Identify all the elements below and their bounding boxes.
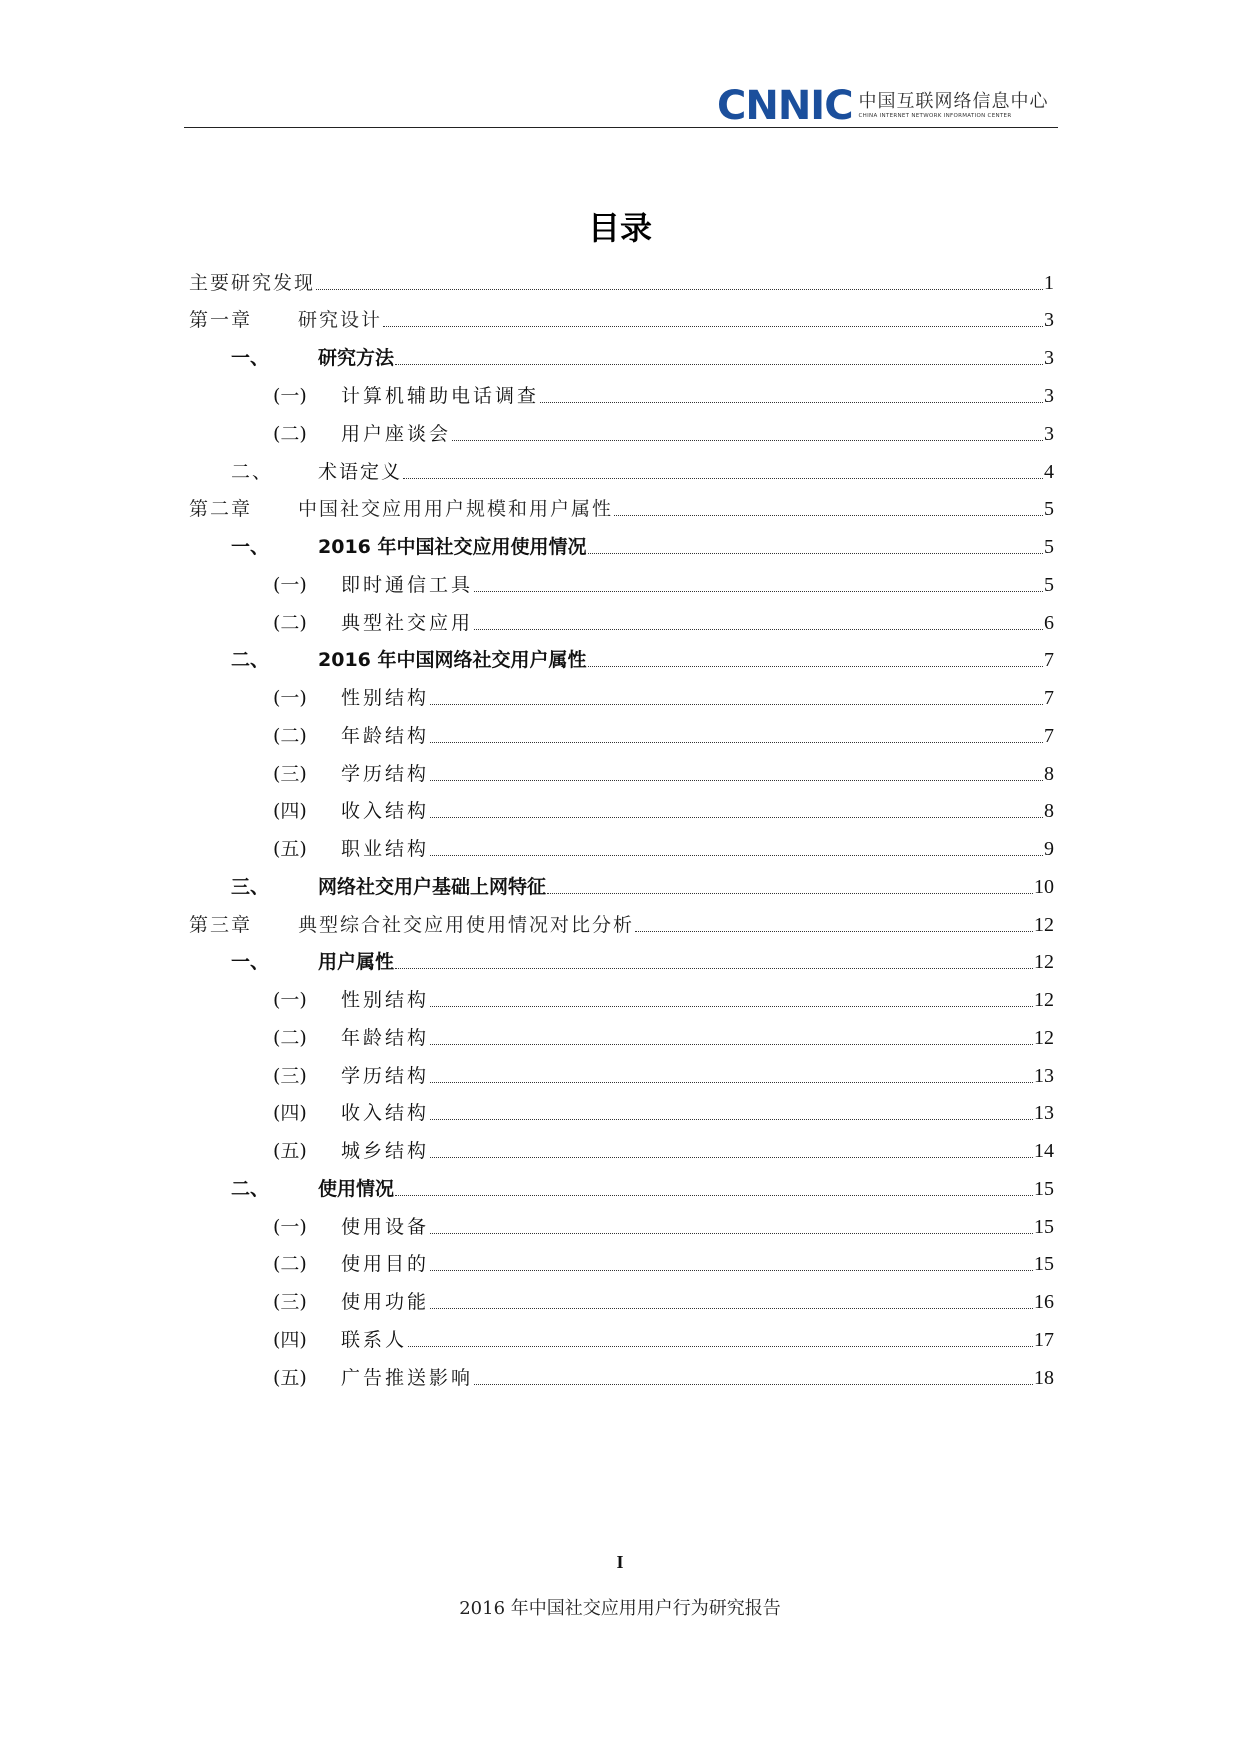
toc-entry[interactable]: [189, 457, 1054, 487]
toc-dot-leader: [430, 742, 1043, 743]
toc-entry-number: (三): [273, 1065, 307, 1087]
toc-entry-number: (一): [273, 687, 307, 709]
toc-entry[interactable]: [189, 834, 1054, 864]
logo-chinese-name: 中国互联网络信息中心: [858, 91, 1049, 112]
toc-entry-number: 二、: [231, 649, 270, 671]
toc-dot-leader: [430, 855, 1043, 856]
toc-entry-number: 二、: [231, 1178, 270, 1200]
toc-entry-number: (三): [273, 1291, 307, 1313]
toc-entry-label: 使用设备: [341, 1216, 430, 1238]
toc-entry-page: 7: [1044, 649, 1054, 671]
toc-entry-label: 主要研究发现: [189, 272, 316, 294]
footer-report-title: 2016 年中国社交应用用户行为研究报告: [459, 1598, 781, 1619]
toc-entry-number: (二): [273, 725, 307, 747]
toc-entry[interactable]: [189, 759, 1054, 789]
toc-entry-page: 9: [1044, 838, 1054, 860]
toc-dot-leader: [408, 1346, 1033, 1347]
toc-entry[interactable]: [189, 1098, 1054, 1128]
toc-entry[interactable]: [189, 1023, 1054, 1053]
toc-entry[interactable]: [189, 1287, 1054, 1317]
toc-entry[interactable]: [189, 268, 1054, 298]
toc-entry-label: 网络社交用户基础上网特征: [318, 876, 547, 898]
logo-english-name: CHINA INTERNET NETWORK INFORMATION CENTER: [858, 113, 1012, 119]
toc-dot-leader: [430, 1157, 1033, 1158]
toc-dot-leader: [430, 780, 1043, 781]
toc-entry-label: 即时通信工具: [341, 574, 474, 596]
toc-entry-page: 8: [1044, 800, 1054, 822]
toc-entry-number: (四): [273, 800, 307, 822]
toc-dot-leader: [474, 591, 1043, 592]
toc-entry-label: 用户座谈会: [341, 423, 452, 445]
toc-dot-leader: [430, 704, 1043, 705]
toc-entry-page: 6: [1044, 612, 1054, 634]
toc-dot-leader: [430, 1006, 1033, 1007]
toc-entry-label: 2016 年中国网络社交用户属性: [318, 649, 587, 671]
toc-entry-page: 4: [1044, 461, 1054, 483]
toc-entry-number: 一、: [231, 951, 270, 973]
toc-entry-page: 12: [1034, 951, 1054, 973]
toc-entry-page: 18: [1034, 1367, 1054, 1389]
toc-entry-number: 二、: [231, 461, 274, 483]
toc-dot-leader: [588, 553, 1044, 554]
toc-dot-leader: [316, 289, 1043, 290]
logo-mark: CNNIC: [717, 83, 853, 129]
toc-entry[interactable]: [189, 872, 1054, 902]
toc-dot-leader: [588, 666, 1044, 667]
toc-entry[interactable]: [189, 532, 1054, 562]
toc-dot-leader: [383, 326, 1043, 327]
toc-entry-label: 收入结构: [341, 800, 430, 822]
toc-entry-page: 15: [1034, 1253, 1054, 1275]
toc-entry-page: 12: [1034, 1027, 1054, 1049]
toc-entry-page: 15: [1034, 1178, 1054, 1200]
toc-entry-label: 使用情况: [318, 1178, 395, 1200]
toc-entry-number: 三、: [231, 876, 270, 898]
toc-entry-number: (一): [273, 1216, 307, 1238]
toc-entry-label: 性别结构: [341, 687, 430, 709]
toc-entry-label: 学历结构: [341, 1065, 430, 1087]
toc-entry[interactable]: [189, 1325, 1054, 1355]
toc-entry[interactable]: [189, 1061, 1054, 1091]
toc-dot-leader: [430, 1308, 1033, 1309]
toc-entry-label: 城乡结构: [341, 1140, 430, 1162]
toc-entry-number: (四): [273, 1102, 307, 1124]
toc-dot-leader: [547, 893, 1033, 894]
toc-dot-leader: [474, 1384, 1033, 1385]
cnnic-logo: [717, 83, 1059, 129]
toc-entry-page: 13: [1034, 1065, 1054, 1087]
toc-entry-label: 使用功能: [341, 1291, 430, 1313]
toc-entry-label: 广告推送影响: [341, 1367, 474, 1389]
toc-dot-leader: [614, 515, 1043, 516]
toc-entry-label: 用户属性: [318, 951, 395, 973]
toc-entry-number: 第三章: [189, 914, 253, 936]
toc-entry-page: 5: [1044, 536, 1054, 558]
toc-dot-leader: [430, 1082, 1033, 1083]
toc-entry-page: 13: [1034, 1102, 1054, 1124]
toc-entry-label: 学历结构: [341, 763, 430, 785]
toc-entry-label: 年龄结构: [341, 725, 430, 747]
toc-dot-leader: [395, 968, 1033, 969]
toc-entry-label: 使用目的: [341, 1253, 430, 1275]
toc-entry-label: 性别结构: [341, 989, 430, 1011]
toc-entry-label: 联系人: [341, 1329, 408, 1351]
toc-dot-leader: [540, 402, 1043, 403]
toc-entry-page: 12: [1034, 914, 1054, 936]
toc-dot-leader: [430, 817, 1043, 818]
toc-entry-page: 7: [1044, 725, 1054, 747]
toc-dot-leader: [474, 629, 1043, 630]
toc-entry-label: 职业结构: [341, 838, 430, 860]
page-title: 目录: [587, 209, 652, 247]
toc-entry[interactable]: [189, 343, 1054, 373]
toc-entry-number: (五): [273, 838, 307, 860]
toc-entry-number: 一、: [231, 536, 270, 558]
toc-entry-page: 14: [1034, 1140, 1054, 1162]
toc-entry[interactable]: [189, 608, 1054, 638]
toc-entry-page: 3: [1044, 347, 1054, 369]
toc-dot-leader: [395, 364, 1043, 365]
toc-dot-leader: [403, 478, 1043, 479]
toc-entry[interactable]: [189, 419, 1054, 449]
toc-entry-number: 第一章: [189, 309, 253, 331]
toc-entry[interactable]: [189, 683, 1054, 713]
toc-dot-leader: [430, 1233, 1033, 1234]
toc-dot-leader: [395, 1195, 1033, 1196]
toc-entry-page: 15: [1034, 1216, 1054, 1238]
toc-entry-page: 1: [1044, 272, 1054, 294]
toc-entry-label: 研究方法: [318, 347, 395, 369]
toc-entry[interactable]: [189, 721, 1054, 751]
toc-entry[interactable]: [189, 910, 1054, 940]
toc-entry[interactable]: [189, 947, 1054, 977]
toc-entry-page: 3: [1044, 423, 1054, 445]
toc-entry-number: (二): [273, 1027, 307, 1049]
toc-entry-page: 8: [1044, 763, 1054, 785]
toc-entry-number: (二): [273, 612, 307, 634]
toc-entry-label: 中国社交应用用户规模和用户属性: [298, 498, 614, 520]
toc-entry[interactable]: [189, 1363, 1054, 1393]
toc-entry-label: 收入结构: [341, 1102, 430, 1124]
toc-entry[interactable]: [189, 1249, 1054, 1279]
toc-entry-number: (一): [273, 385, 307, 407]
toc-entry-number: 第二章: [189, 498, 253, 520]
toc-entry-label: 2016 年中国社交应用使用情况: [318, 536, 587, 558]
logo-text: [859, 92, 1049, 120]
toc-entry-page: 5: [1044, 498, 1054, 520]
toc-entry-number: (一): [273, 989, 307, 1011]
toc-entry-number: (五): [273, 1140, 307, 1162]
toc-dot-leader: [635, 931, 1033, 932]
toc-entry-label: 计算机辅助电话调查: [341, 385, 540, 407]
toc-entry-page: 3: [1044, 309, 1054, 331]
toc-entry-label: 术语定义: [318, 461, 403, 483]
toc-entry-label: 研究设计: [298, 309, 383, 331]
toc-entry[interactable]: [189, 985, 1054, 1015]
toc-entry[interactable]: [189, 494, 1054, 524]
toc-entry[interactable]: [189, 1212, 1054, 1242]
toc-entry-number: (一): [273, 574, 307, 596]
toc-entry-page: 16: [1034, 1291, 1054, 1313]
toc-entry[interactable]: [189, 381, 1054, 411]
toc-dot-leader: [430, 1044, 1033, 1045]
toc-entry[interactable]: [189, 796, 1054, 826]
toc-entry[interactable]: [189, 1174, 1054, 1204]
toc-entry-label: 年龄结构: [341, 1027, 430, 1049]
toc-dot-leader: [430, 1119, 1033, 1120]
toc-entry[interactable]: [189, 305, 1054, 335]
toc-entry[interactable]: [189, 1136, 1054, 1166]
toc-entry-label: 典型综合社交应用使用情况对比分析: [298, 914, 635, 936]
toc-entry-page: 12: [1034, 989, 1054, 1011]
toc-entry-number: (四): [273, 1329, 307, 1351]
toc-entry-number: 一、: [231, 347, 270, 369]
toc-entry-label: 典型社交应用: [341, 612, 474, 634]
toc-entry-page: 17: [1034, 1329, 1054, 1351]
toc-entry-number: (五): [273, 1367, 307, 1389]
toc-entry-page: 10: [1034, 876, 1054, 898]
toc-entry[interactable]: [189, 645, 1054, 675]
header-divider: [184, 127, 1058, 128]
toc-entry-page: 5: [1044, 574, 1054, 596]
toc-entry-page: 7: [1044, 687, 1054, 709]
toc-dot-leader: [452, 440, 1043, 441]
toc-entry-page: 3: [1044, 385, 1054, 407]
toc-entry-number: (三): [273, 763, 307, 785]
toc-entry-number: (二): [273, 1253, 307, 1275]
toc-entry[interactable]: [189, 570, 1054, 600]
toc-entry-number: (二): [273, 423, 307, 445]
toc-dot-leader: [430, 1270, 1033, 1271]
footer-page-number: I: [616, 1552, 624, 1572]
